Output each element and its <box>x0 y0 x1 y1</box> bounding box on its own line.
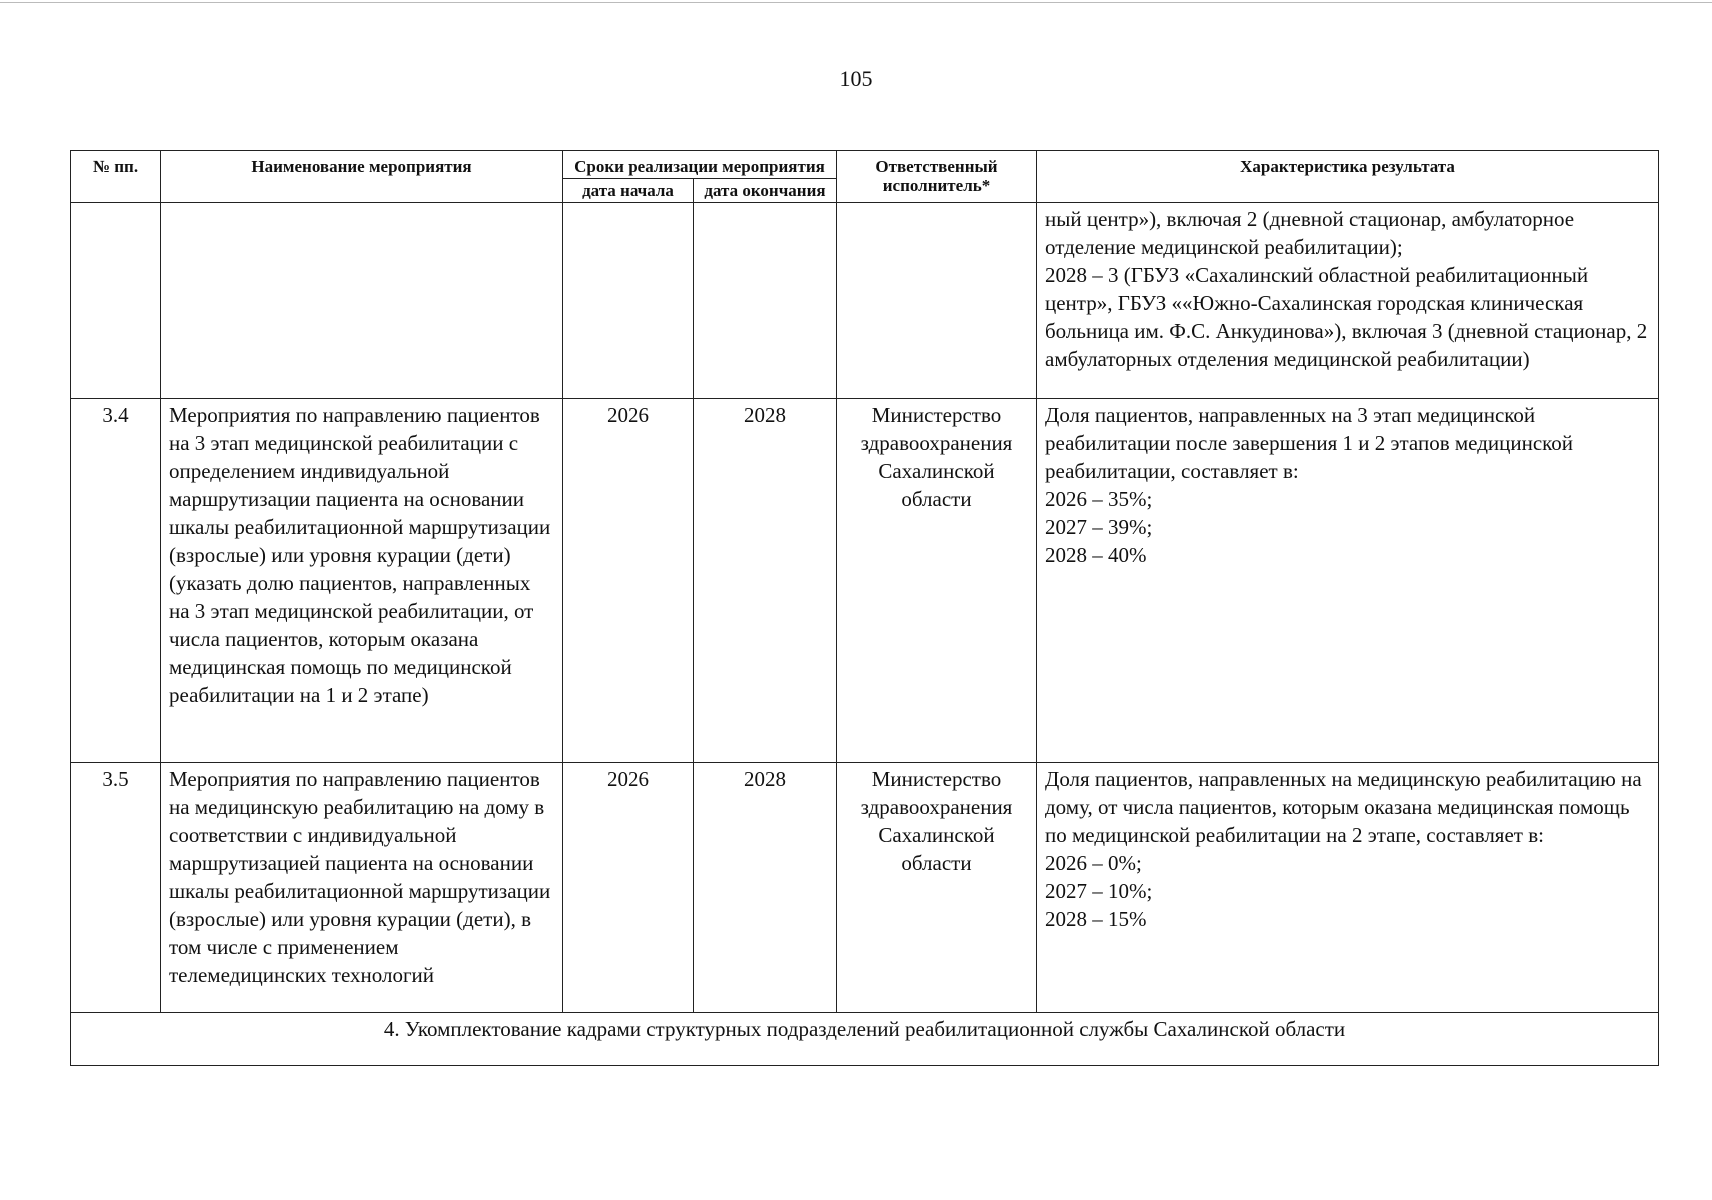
table-row-3-5 <box>71 763 1659 1013</box>
section-row <box>71 1013 1659 1066</box>
cell-start: 2026 <box>563 763 694 1013</box>
cell-name <box>161 203 563 399</box>
page-number: 105 <box>839 66 873 91</box>
cell-name: Мероприятия по направлению пациентов на 3 этап медицинской реабилитации с определением индивидуальной маршрутизации пациента на основании шкалы реабилитационной маршрутизации (взрослые) или уровня курации (дети) (указать долю пациентов, направленных на 3 этап медицинской реабилитации, от числа пациентов, которым оказана медицинская помощь по медицинской реабилитации на 1 и 2 этапе) <box>161 399 563 763</box>
cell-end <box>694 203 837 399</box>
cell-name: Мероприятия по направлению пациентов на медицинскую реабилитацию на дому в соответствии с индивидуальной маршрутизацией пациента на основании шкалы реабилитационной маршрутизации (взрослые) или уровня курации (дети), в том числе с применением телемедицинских технологий <box>161 763 563 1013</box>
cell-num: 3.4 <box>71 399 161 763</box>
header-result: Характеристика результата <box>1037 151 1659 203</box>
cell-responsible <box>837 203 1037 399</box>
header-responsible: Ответственный исполнитель* <box>837 151 1037 203</box>
cell-result: Доля пациентов, направленных на медицинскую реабилитацию на дому, от числа пациентов, которым оказана медицинская помощь по медицинской реабилитации на 2 этапе, составляет в: 2026 – 0%; 2027 – 10%; 2028 – 15% <box>1037 763 1659 1013</box>
header-end-date: дата окончания <box>694 179 837 203</box>
cell-end: 2028 <box>694 399 837 763</box>
header-name: Наименование мероприятия <box>161 151 563 203</box>
table-row-3-4 <box>71 399 1659 763</box>
cell-start <box>563 203 694 399</box>
cell-num <box>71 203 161 399</box>
section-heading: 4. Укомплектование кадрами структурных подразделений реабилитационной службы Сахалинской области <box>71 1013 1659 1066</box>
cell-responsible: Министерство здравоохранения Сахалинской области <box>837 399 1037 763</box>
table-row-continuation <box>71 203 1659 399</box>
cell-end: 2028 <box>694 763 837 1013</box>
header-num: № пп. <box>71 151 161 203</box>
top-rule <box>0 2 1712 3</box>
cell-result: ный центр»), включая 2 (дневной стационар, амбулаторное отделение медицинской реабилитации); 2028 – 3 (ГБУЗ «Сахалинский областной реабилитационный центр», ГБУЗ ««Южно-Сахалинская городская клиническая больница им. Ф.С. Анкудинова»), включая 3 (дневной стационар, 2 амбулаторных отделения медицинской реабилитации) <box>1037 203 1659 399</box>
cell-num: 3.5 <box>71 763 161 1013</box>
header-start-date: дата начала <box>563 179 694 203</box>
header-row <box>71 151 1659 179</box>
cell-result: Доля пациентов, направленных на 3 этап медицинской реабилитации после завершения 1 и 2 этапов медицинской реабилитации, составляет в: 2026 – 35%; 2027 – 39%; 2028 – 40% <box>1037 399 1659 763</box>
measures-table <box>70 150 1659 1066</box>
header-terms: Сроки реализации мероприятия <box>563 151 837 179</box>
cell-start: 2026 <box>563 399 694 763</box>
cell-responsible: Министерство здравоохранения Сахалинской области <box>837 763 1037 1013</box>
